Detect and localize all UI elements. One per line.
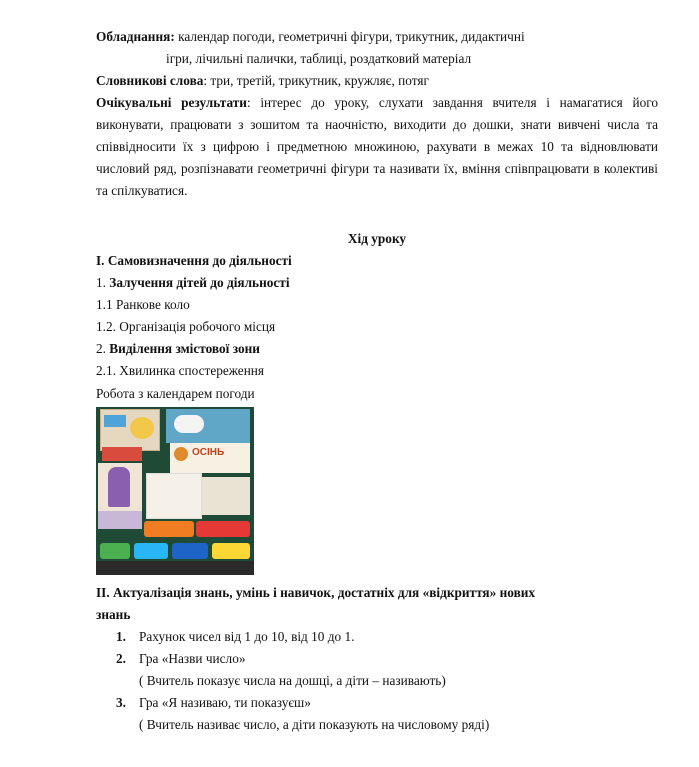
section1-sub2	[96, 338, 260, 360]
equipment-label: Обладнання:	[96, 29, 175, 44]
weather-chart-card	[146, 473, 202, 519]
vocabulary-label: Словникові слова	[96, 73, 204, 88]
board-bottom-edge	[96, 561, 254, 575]
vocabulary-text: : три, третій, трикутник, кружляє, потяг	[203, 73, 429, 88]
list-item-3-text: Гра «Я називаю, ти показуєш»	[139, 695, 311, 710]
weather-calendar-photo	[96, 407, 254, 575]
character-figure	[108, 467, 130, 507]
leaf-shape	[174, 447, 188, 461]
sun-shape	[130, 417, 154, 439]
list-item-1-number: 1.	[116, 629, 126, 644]
section1-sub1	[96, 272, 290, 294]
train-car-blue	[134, 543, 168, 559]
equipment-text-1: календар погоди, геометричні фігури, трикутник, дидактичні	[174, 29, 525, 44]
results-label: Очікувальні результати	[96, 95, 247, 110]
list-item-2-number: 2.	[116, 651, 126, 666]
season-card	[202, 477, 250, 515]
section2-title-line-1: ІІ. Актуалізація знань, умінь і навичок, достатніх для «відкриття» нових	[96, 585, 536, 600]
train-car-orange	[144, 521, 194, 537]
train-car-red	[196, 521, 250, 537]
list-item-3-note: ( Вчитель називає число, а діти показують на числовому ряді)	[139, 717, 490, 732]
section1-title: І. Самовизначення до діяльності	[96, 253, 292, 268]
list-item-3-number: 3.	[116, 695, 126, 710]
lesson-title: Хід уроку	[347, 231, 407, 246]
list-item-2-note: ( Вчитель показує числа на дошці, а діти – називають)	[139, 673, 446, 688]
calendar-card-picture	[104, 415, 126, 427]
section1-sub1-title: Залучення дітей до діяльності	[109, 275, 290, 290]
red-strip	[102, 447, 142, 461]
item-1-2: 1.2. Організація робочого місця	[96, 319, 276, 334]
item-1-1: 1.1 Ранкове коло	[96, 297, 190, 312]
results-text: : інтерес до уроку, слухати завдання вчителя і намагатися його виконувати, працювати з зошитом та наочністю, виходити до дошки, знати вивчені числа та співвідносити їх з цифрою і предметною множиною, рахувати в межах 10 та відновлювати числовий ряд, розпізнавати геометричні фігури та називати їх, вміння співпрацювати в колективі та спілкуватися.	[96, 95, 658, 198]
item-2-1: 2.1. Хвилинка спостереження	[96, 363, 265, 378]
section2-title-line-2: знань	[96, 607, 131, 622]
results-paragraph	[96, 92, 658, 202]
section1-sub1-num: 1.	[96, 275, 110, 290]
purple-card	[98, 511, 142, 529]
autumn-card-word: ОСІНЬ	[192, 447, 225, 458]
section1-sub2-num: 2.	[96, 341, 110, 356]
train-car-yellow	[212, 543, 250, 559]
list-item-1-text: Рахунок чисел від 1 до 10, від 10 до 1.	[139, 629, 355, 644]
cloud-shape	[174, 415, 204, 433]
photo-caption: Робота з календарем погоди	[96, 386, 255, 401]
equipment-text-2: ігри, лічильні палички, таблиці, роздатковий матеріал	[166, 51, 472, 66]
vocabulary-line	[96, 70, 429, 92]
train-car-green	[100, 543, 130, 559]
list-item-2-text: Гра «Назви число»	[139, 651, 246, 666]
section1-sub2-title: Виділення змістової зони	[109, 341, 260, 356]
train-car-darkblue	[172, 543, 208, 559]
equipment-line-1	[96, 26, 525, 48]
